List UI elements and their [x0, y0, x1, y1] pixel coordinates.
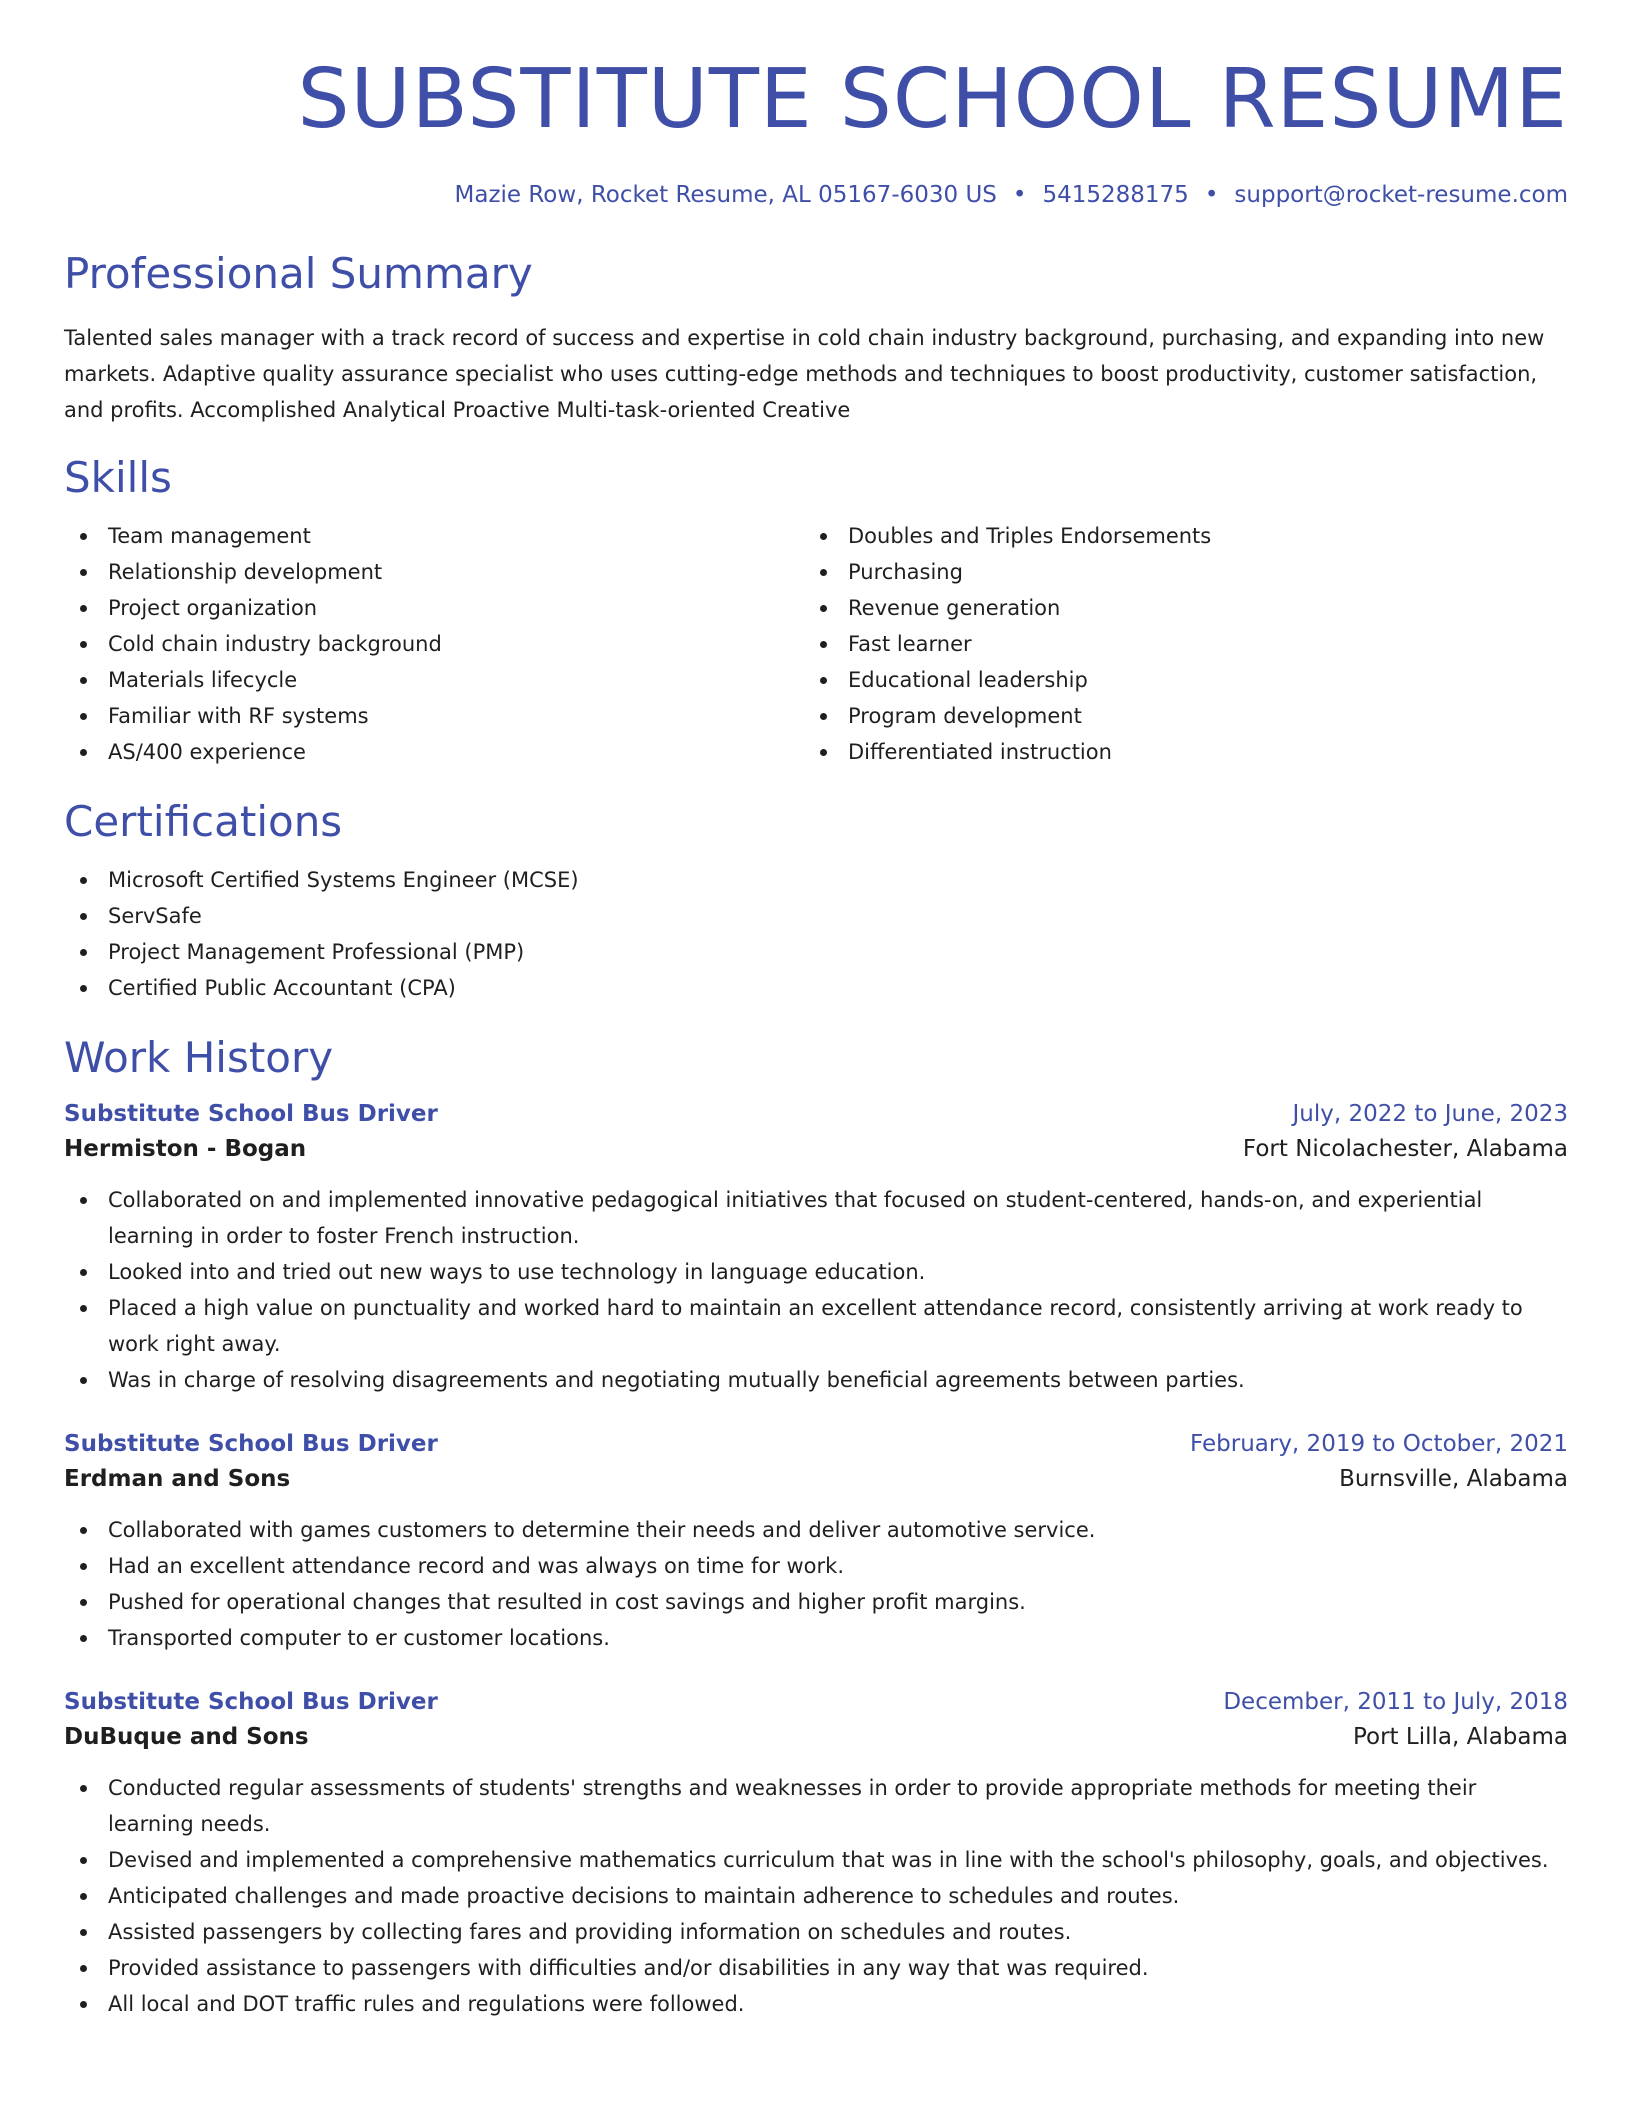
job-dates: February, 2019 to October, 2021 [1190, 1431, 1568, 1457]
skill-item: Familiar with RF systems [64, 698, 804, 734]
job-bullets [64, 1182, 1568, 1398]
job-bullets [64, 1770, 1568, 2022]
job-dates: December, 2011 to July, 2018 [1223, 1689, 1568, 1715]
skill-item: Purchasing [804, 554, 1544, 590]
skills-list-right [804, 518, 1544, 770]
job-bullet: Had an excellent attendance record and was always on time for work. [64, 1548, 1568, 1584]
job-header-row [64, 1428, 1568, 1460]
job-entry [64, 1098, 1568, 1398]
contact-separator: • [1012, 182, 1027, 208]
certification-item: Project Management Professional (PMP) [64, 934, 1568, 970]
summary-text: Talented sales manager with a track record of success and expertise in cold chain industry background, purchasing, and expanding into new markets. Adaptive quality assurance specialist who uses cutting-edge methods and techniques to boost productivity, customer satisfaction, and profits. Accomplished Analytical Proactive Multi-task-oriented Creative [64, 326, 1545, 422]
job-company: Hermiston - Bogan [64, 1136, 307, 1162]
job-bullet: Devised and implemented a comprehensive mathematics curriculum that was in line with the school's philosophy, goals, and objectives. [64, 1842, 1568, 1878]
job-header-row [64, 1098, 1568, 1130]
skills-list-left [64, 518, 804, 770]
skill-item: AS/400 experience [64, 734, 804, 770]
skill-item: Doubles and Triples Endorsements [804, 518, 1544, 554]
job-company-row [64, 1460, 1568, 1498]
skill-item: Project organization [64, 590, 804, 626]
job-location: Burnsville, Alabama [1339, 1466, 1568, 1492]
skill-item: Cold chain industry background [64, 626, 804, 662]
certification-item: ServSafe [64, 898, 1568, 934]
job-bullet: Collaborated on and implemented innovative pedagogical initiatives that focused on student-centered, hands-on, and experiential learning in order to foster French instruction. [64, 1182, 1568, 1254]
contact-line [64, 180, 1568, 210]
job-bullet: Pushed for operational changes that resulted in cost savings and higher profit margins. [64, 1584, 1568, 1620]
section-title-work-history: Work History [64, 1033, 334, 1082]
job-bullet: Collaborated with games customers to determine their needs and deliver automotive service. [64, 1512, 1568, 1548]
skill-item: Educational leadership [804, 662, 1544, 698]
resume-title: SUBSTITUTE SCHOOL RESUME [297, 52, 1568, 147]
section-title-summary: Professional Summary [64, 249, 533, 298]
job-dates: July, 2022 to June, 2023 [1292, 1101, 1568, 1127]
job-company: DuBuque and Sons [64, 1724, 309, 1750]
contact-address: Mazie Row, Rocket Resume, AL 05167-6030 US [454, 182, 997, 208]
job-bullet: Looked into and tried out new ways to use technology in language education. [64, 1254, 1568, 1290]
job-bullet: Placed a high value on punctuality and worked hard to maintain an excellent attendance record, consistently arriving at work ready to work right away. [64, 1290, 1568, 1362]
job-title: Substitute School Bus Driver [64, 1101, 438, 1127]
certification-item: Microsoft Certified Systems Engineer (MCSE) [64, 862, 1568, 898]
job-header-row [64, 1686, 1568, 1718]
skill-item: Revenue generation [804, 590, 1544, 626]
job-bullet: Anticipated challenges and made proactive decisions to maintain adherence to schedules and routes. [64, 1878, 1568, 1914]
contact-separator: • [1204, 182, 1219, 208]
job-location: Port Lilla, Alabama [1352, 1724, 1568, 1750]
job-title: Substitute School Bus Driver [64, 1431, 438, 1457]
job-bullet: Conducted regular assessments of students' strengths and weaknesses in order to provide appropriate methods for meeting their learning needs. [64, 1770, 1568, 1842]
job-company: Erdman and Sons [64, 1466, 291, 1492]
job-title: Substitute School Bus Driver [64, 1689, 438, 1715]
skill-item: Team management [64, 518, 804, 554]
job-entry [64, 1686, 1568, 2022]
job-bullet: Transported computer to er customer locations. [64, 1620, 1568, 1656]
job-company-row [64, 1718, 1568, 1756]
job-company-row [64, 1130, 1568, 1168]
skill-item: Differentiated instruction [804, 734, 1544, 770]
certifications-list [64, 862, 1568, 1006]
job-bullet: Provided assistance to passengers with difficulties and/or disabilities in any way that was required. [64, 1950, 1568, 1986]
job-bullets [64, 1512, 1568, 1656]
contact-email: support@rocket-resume.com [1234, 182, 1568, 208]
job-bullet: All local and DOT traffic rules and regulations were followed. [64, 1986, 1568, 2022]
contact-phone: 5415288175 [1042, 182, 1189, 208]
section-title-certifications: Certifications [64, 797, 343, 846]
skill-item: Relationship development [64, 554, 804, 590]
certification-item: Certified Public Accountant (CPA) [64, 970, 1568, 1006]
skill-item: Materials lifecycle [64, 662, 804, 698]
skills-columns [64, 518, 1568, 770]
job-bullet: Was in charge of resolving disagreements and negotiating mutually beneficial agreements between parties. [64, 1362, 1568, 1398]
skill-item: Program development [804, 698, 1544, 734]
job-bullet: Assisted passengers by collecting fares and providing information on schedules and routes. [64, 1914, 1568, 1950]
job-entry [64, 1428, 1568, 1656]
section-title-skills: Skills [64, 453, 172, 502]
job-location: Fort Nicolachester, Alabama [1242, 1136, 1568, 1162]
skill-item: Fast learner [804, 626, 1544, 662]
